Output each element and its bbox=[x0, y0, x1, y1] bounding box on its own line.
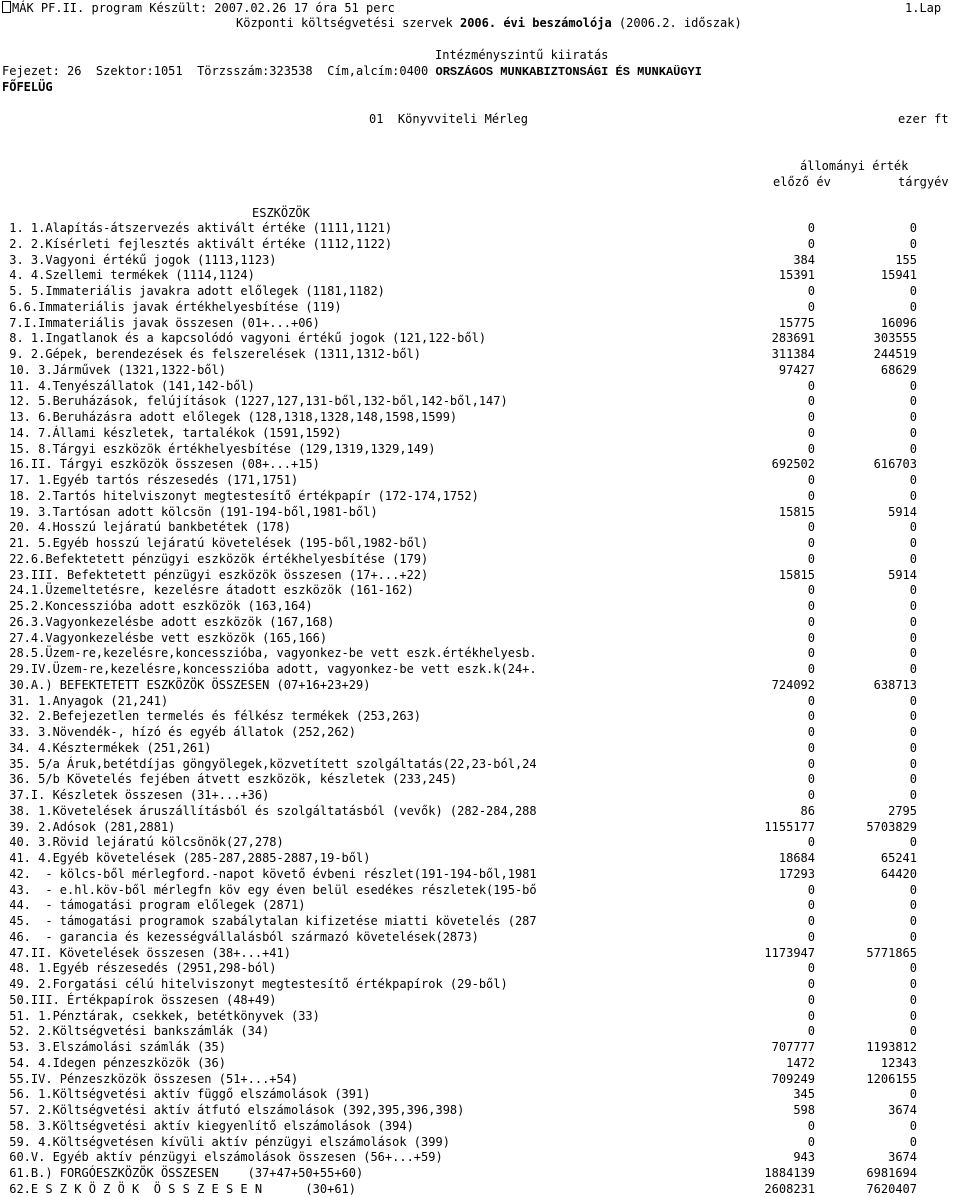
column-group-header: állományi érték bbox=[800, 159, 909, 173]
row-label: 17. 1.Egyéb tartós részesedés (171,1751) bbox=[2, 473, 299, 487]
table-row bbox=[0, 725, 960, 741]
prev-year-value: 0 bbox=[807, 488, 815, 503]
row-label: 2. 2.Kísérleti fejlesztés aktivált értéke (1112,1122) bbox=[2, 236, 393, 251]
current-year-value: 0 bbox=[909, 520, 917, 535]
table-row bbox=[0, 883, 960, 899]
row-label: 19. 3.Tartósan adott kölcsön (191-194-ből,1981-ből) bbox=[2, 504, 378, 519]
current-year-value: 0 bbox=[909, 488, 917, 503]
current-year-value: 1193812 bbox=[866, 1040, 917, 1054]
prev-year-value: 0 bbox=[807, 614, 815, 629]
prev-year-value: 97427 bbox=[778, 362, 815, 377]
table-row bbox=[0, 1056, 960, 1072]
current-year-value: 0 bbox=[909, 646, 917, 661]
table-row bbox=[0, 599, 960, 615]
row-label: 41. 4.Egyéb követelések (285-287,2885-2887,19-ből) bbox=[2, 851, 371, 865]
table-row bbox=[0, 631, 960, 647]
table-row bbox=[0, 694, 960, 710]
row-label: 40. 3.Rövid lejáratú kölcsönök(27,278) bbox=[2, 835, 284, 850]
row-label: 55.IV. Pénzeszközök összesen (51+...+54) bbox=[2, 1071, 299, 1086]
prev-year-value: 709249 bbox=[771, 1071, 815, 1086]
prev-year-value: 0 bbox=[807, 425, 815, 440]
prev-year-value: 1173947 bbox=[764, 945, 815, 960]
report-name: 01 Könyvviteli Mérleg bbox=[369, 112, 528, 126]
row-label: 4. 4.Szellemi termékek (1114,1124) bbox=[2, 268, 255, 283]
row-label: 22.6.Befektetett pénzügyi eszközök értékhelyesbítése (179) bbox=[2, 551, 429, 566]
current-year-value: 0 bbox=[909, 709, 917, 724]
row-label: 29.IV.Üzem-re,kezelésre,koncesszióba adott, vagyonkez-be vett eszk.k(24+. bbox=[2, 662, 537, 676]
row-label: 26.3.Vagyonkezelésbe adott eszközök (167,168) bbox=[2, 614, 335, 629]
prev-year-value: 0 bbox=[807, 961, 815, 976]
prev-year-value: 15815 bbox=[778, 504, 815, 519]
current-year-value: 0 bbox=[909, 394, 917, 409]
row-label: 21. 5.Egyéb hosszú lejáratú követelések (195-ből,1982-ből) bbox=[2, 536, 429, 550]
current-year-value: 0 bbox=[909, 772, 917, 787]
table-row bbox=[0, 379, 960, 395]
current-year-value: 64420 bbox=[880, 866, 917, 881]
prev-year-value: 0 bbox=[807, 473, 815, 487]
current-year-value: 0 bbox=[909, 551, 917, 566]
current-year-value: 0 bbox=[909, 299, 917, 314]
kiiratas-label: Intézményszintű kiiratás bbox=[435, 48, 609, 62]
table-row bbox=[0, 946, 960, 962]
current-year-value: 0 bbox=[909, 236, 917, 251]
row-label: 37.I. Készletek összesen (31+...+36) bbox=[2, 788, 270, 802]
program-line bbox=[2, 1, 395, 17]
current-year-value: 616703 bbox=[873, 457, 917, 472]
prev-year-value: 0 bbox=[807, 1024, 815, 1039]
current-year-value: 0 bbox=[909, 441, 917, 456]
table-row bbox=[0, 237, 960, 253]
prev-year-value: 707777 bbox=[771, 1040, 815, 1054]
current-year-value: 0 bbox=[909, 583, 917, 598]
section-title: ESZKÖZÖK bbox=[252, 206, 310, 220]
org-name-cont: FŐFELÜG bbox=[2, 80, 53, 94]
row-label: 1. 1.Alapítás-átszervezés aktivált értéke (1111,1121) bbox=[2, 221, 393, 235]
prev-year-value: 0 bbox=[807, 284, 815, 298]
current-year-value: 0 bbox=[909, 992, 917, 1007]
table-row bbox=[0, 993, 960, 1009]
current-year-value: 0 bbox=[909, 1118, 917, 1133]
current-year-value: 0 bbox=[909, 630, 917, 645]
page-number: 1.Lap bbox=[905, 1, 942, 15]
row-label: 7.I.Immateriális javak összesen (01+...+06) bbox=[2, 315, 320, 330]
prev-year-value: 15391 bbox=[778, 268, 815, 283]
current-year-value: 6981694 bbox=[866, 1166, 917, 1180]
current-year-value: 65241 bbox=[880, 851, 917, 865]
current-year-value: 12343 bbox=[880, 1055, 917, 1070]
current-year-value: 3674 bbox=[888, 1150, 917, 1165]
table-row bbox=[0, 977, 960, 993]
current-year-value: 0 bbox=[909, 961, 917, 976]
current-year-value: 2795 bbox=[888, 803, 917, 818]
prev-year-value: 724092 bbox=[771, 677, 815, 692]
row-label: 51. 1.Pénztárak, csekkek, betétkönyvek (33) bbox=[2, 1008, 320, 1023]
report-title: Központi költségvetési szervek 2006. évi beszámolója (2006.2. időszak) bbox=[236, 16, 742, 30]
current-year-value: 0 bbox=[909, 221, 917, 235]
prev-year-value: 598 bbox=[793, 1103, 815, 1117]
current-year-value: 0 bbox=[909, 662, 917, 676]
box-icon bbox=[2, 1, 11, 13]
prev-year-value: 0 bbox=[807, 898, 815, 913]
prev-year-value: 311384 bbox=[771, 347, 815, 361]
current-year-value: 0 bbox=[909, 929, 917, 944]
fejezet-line: Fejezet: 26 Szektor:1051 Törzsszám:323538 Cím,alcím:0400 ORSZÁGOS MUNKABIZTONSÁGI ÉS MUNKAÜGYI bbox=[2, 64, 702, 79]
row-label: 52. 2.Költségvetési bankszámlák (34) bbox=[2, 1024, 270, 1039]
current-year-value: 1206155 bbox=[866, 1071, 917, 1086]
current-year-value: 0 bbox=[909, 614, 917, 629]
prev-year-value: 943 bbox=[793, 1150, 815, 1165]
prev-year-value: 0 bbox=[807, 236, 815, 251]
row-label: 20. 4.Hosszú lejáratú bankbetétek (178) bbox=[2, 520, 291, 535]
prev-year-value: 86 bbox=[800, 803, 815, 818]
row-label: 57. 2.Költségvetési aktív átfutó elszámolások (392,395,396,398) bbox=[2, 1103, 465, 1117]
current-year-value: 0 bbox=[909, 882, 917, 897]
table-row bbox=[0, 662, 960, 678]
prev-year-value: 0 bbox=[807, 693, 815, 708]
current-year-value: 0 bbox=[909, 835, 917, 850]
prev-year-value: 18684 bbox=[778, 851, 815, 865]
current-year-value: 638713 bbox=[873, 677, 917, 692]
row-label: 15. 8.Tárgyi eszközök értékhelyesbítése (129,1319,1329,149) bbox=[2, 441, 436, 456]
current-year-value: 5703829 bbox=[866, 819, 917, 834]
row-label: 31. 1.Anyagok (21,241) bbox=[2, 693, 169, 708]
prev-year-value: 15775 bbox=[778, 315, 815, 330]
prev-year-value: 0 bbox=[807, 1118, 815, 1133]
prev-year-value: 0 bbox=[807, 772, 815, 787]
table-row bbox=[0, 442, 960, 458]
row-label: 16.II. Tárgyi eszközök összesen (08+...+15) bbox=[2, 457, 320, 472]
table-row bbox=[0, 898, 960, 914]
table-row bbox=[0, 914, 960, 930]
row-label: 11. 4.Tenyészállatok (141,142-ből) bbox=[2, 378, 255, 393]
table-row bbox=[0, 316, 960, 332]
current-year-value: 3674 bbox=[888, 1103, 917, 1117]
row-label: 32. 2.Befejezetlen termelés és félkész termékek (253,263) bbox=[2, 709, 422, 724]
prev-year-value: 0 bbox=[807, 646, 815, 661]
row-label: 14. 7.Állami készletek, tartalékok (1591,1592) bbox=[2, 425, 342, 440]
table-row bbox=[0, 1024, 960, 1040]
table-row bbox=[0, 1119, 960, 1135]
row-label: 25.2.Koncesszióba adott eszközök (163,164) bbox=[2, 599, 313, 613]
table-row bbox=[0, 772, 960, 788]
table-row bbox=[0, 473, 960, 489]
table-row bbox=[0, 568, 960, 584]
prev-year-value: 0 bbox=[807, 1008, 815, 1023]
program-info: MÁK PF.II. program Készült: 2007.02.26 17 óra 51 perc bbox=[12, 1, 395, 15]
row-label: 62.E S Z K Ö Z Ö K Ö S S Z E S E N (30+61) bbox=[2, 1181, 357, 1196]
table-row bbox=[0, 615, 960, 631]
table-row bbox=[0, 331, 960, 347]
table-row bbox=[0, 930, 960, 946]
prev-year-value: 0 bbox=[807, 299, 815, 314]
prev-year-value: 0 bbox=[807, 1134, 815, 1149]
prev-year-value: 0 bbox=[807, 394, 815, 409]
prev-year-value: 0 bbox=[807, 536, 815, 550]
table-row bbox=[0, 268, 960, 284]
current-year-value: 5771865 bbox=[866, 945, 917, 960]
prev-year-value: 0 bbox=[807, 599, 815, 613]
table-row bbox=[0, 536, 960, 552]
prev-year-value: 0 bbox=[807, 914, 815, 928]
table-row bbox=[0, 583, 960, 599]
row-label: 13. 6.Beruházásra adott előlegek (128,1318,1328,148,1598,1599) bbox=[2, 410, 458, 424]
current-year-value: 0 bbox=[909, 898, 917, 913]
table-row bbox=[0, 804, 960, 820]
table-row bbox=[0, 520, 960, 536]
table-row bbox=[0, 867, 960, 883]
table-row bbox=[0, 457, 960, 473]
prev-year-value: 0 bbox=[807, 551, 815, 566]
prev-year-value: 0 bbox=[807, 520, 815, 535]
prev-year-value: 1472 bbox=[786, 1055, 815, 1070]
row-label: 46. - garancia és kezességvállalásból származó követelések(2873) bbox=[2, 929, 479, 944]
row-label: 5. 5.Immateriális javakra adott előlegek (1181,1182) bbox=[2, 284, 385, 298]
table-row bbox=[0, 1087, 960, 1103]
row-label: 35. 5/a Áruk,betétdíjas göngyölegek,közvetített szolgáltatás(22,23-ból,24 bbox=[2, 756, 537, 771]
prev-year-value: 0 bbox=[807, 882, 815, 897]
row-label: 47.II. Követelések összesen (38+...+41) bbox=[2, 945, 291, 960]
row-label: 44. - támogatási program előlegek (2871) bbox=[2, 898, 306, 913]
row-label: 39. 2.Adósok (281,2881) bbox=[2, 819, 176, 834]
column-prev-year: előző év bbox=[773, 175, 831, 189]
prev-year-value: 0 bbox=[807, 410, 815, 424]
prev-year-value: 0 bbox=[807, 929, 815, 944]
row-label: 24.1.Üzemeltetésre, kezelésre átadott eszközök (161-162) bbox=[2, 583, 414, 598]
current-year-value: 0 bbox=[909, 1008, 917, 1023]
prev-year-value: 0 bbox=[807, 756, 815, 771]
column-current-year: tárgyév bbox=[898, 175, 949, 189]
row-label: 60.V. Egyéb aktív pénzügyi elszámolások összesen (56+...+59) bbox=[2, 1150, 443, 1165]
prev-year-value: 692502 bbox=[771, 457, 815, 472]
current-year-value: 0 bbox=[909, 536, 917, 550]
row-label: 38. 1.Követelések áruszállításból és szolgáltatásból (vevők) (282-284,288 bbox=[2, 803, 537, 818]
table-row bbox=[0, 347, 960, 363]
current-year-value: 0 bbox=[909, 977, 917, 991]
current-year-value: 0 bbox=[909, 725, 917, 739]
prev-year-value: 0 bbox=[807, 583, 815, 598]
current-year-value: 5914 bbox=[888, 504, 917, 519]
current-year-value: 0 bbox=[909, 788, 917, 802]
current-year-value: 0 bbox=[909, 425, 917, 440]
row-label: 43. - e.hl.köv-ből mérlegfn köv egy éven belül esedékes részletek(195-bő bbox=[2, 882, 537, 897]
prev-year-value: 283691 bbox=[771, 331, 815, 346]
prev-year-value: 0 bbox=[807, 835, 815, 850]
row-label: 6.6.Immateriális javak értékhelyesbítése (119) bbox=[2, 299, 342, 314]
table-row bbox=[0, 1040, 960, 1056]
current-year-value: 0 bbox=[909, 284, 917, 298]
row-label: 30.A.) BEFEKTETETT ESZKÖZÖK ÖSSZESEN (07+16+23+29) bbox=[2, 677, 371, 692]
current-year-value: 0 bbox=[909, 1087, 917, 1102]
table-row bbox=[0, 851, 960, 867]
row-label: 27.4.Vagyonkezelésbe vett eszközök (165,166) bbox=[2, 630, 328, 645]
row-label: 9. 2.Gépek, berendezések és felszerelések (1311,1312-ből) bbox=[2, 347, 422, 361]
table-row bbox=[0, 961, 960, 977]
prev-year-value: 384 bbox=[793, 252, 815, 267]
prev-year-value: 0 bbox=[807, 221, 815, 235]
prev-year-value: 345 bbox=[793, 1087, 815, 1102]
prev-year-value: 17293 bbox=[778, 866, 815, 881]
table-row bbox=[0, 1166, 960, 1182]
prev-year-value: 0 bbox=[807, 788, 815, 802]
table-row bbox=[0, 1135, 960, 1151]
table-row bbox=[0, 757, 960, 773]
table-row bbox=[0, 1150, 960, 1166]
current-year-value: 303555 bbox=[873, 331, 917, 346]
current-year-value: 244519 bbox=[873, 347, 917, 361]
prev-year-value: 1155177 bbox=[764, 819, 815, 834]
prev-year-value: 0 bbox=[807, 709, 815, 724]
row-label: 53. 3.Elszámolási számlák (35) bbox=[2, 1040, 226, 1054]
row-label: 12. 5.Beruházások, felújítások (1227,127,131-ből,132-ből,142-ből,147) bbox=[2, 394, 508, 409]
prev-year-value: 0 bbox=[807, 992, 815, 1007]
table-row bbox=[0, 253, 960, 269]
table-row bbox=[0, 835, 960, 851]
current-year-value: 0 bbox=[909, 1134, 917, 1149]
row-label: 23.III. Befektetett pénzügyi eszközök összesen (17+...+22) bbox=[2, 567, 429, 582]
row-label: 59. 4.Költségvetésen kívüli aktív pénzügyi elszámolások (399) bbox=[2, 1134, 450, 1149]
prev-year-value: 2608231 bbox=[764, 1181, 815, 1196]
row-label: 8. 1.Ingatlanok és a kapcsolódó vagyoni értékű jogok (121,122-ből) bbox=[2, 331, 487, 346]
row-label: 42. - kölcs-ből mérlegford.-napot követő évbeni részlet(191-194-ből,1981 bbox=[2, 866, 537, 881]
current-year-value: 0 bbox=[909, 693, 917, 708]
table-row bbox=[0, 678, 960, 694]
row-label: 28.5.Üzem-re,kezelésre,koncesszióba, vagyonkez-be vett eszk.értékhelyesb. bbox=[2, 646, 537, 661]
table-row bbox=[0, 1182, 960, 1197]
prev-year-value: 15815 bbox=[778, 567, 815, 582]
row-label: 58. 3.Költségvetési aktív kiegyenlítő elszámolások (394) bbox=[2, 1118, 414, 1133]
prev-year-value: 0 bbox=[807, 725, 815, 739]
current-year-value: 0 bbox=[909, 378, 917, 393]
table-row bbox=[0, 489, 960, 505]
table-row bbox=[0, 820, 960, 836]
row-label: 18. 2.Tartós hitelviszonyt megtestesítő értékpapír (172-174,1752) bbox=[2, 488, 479, 503]
row-label: 49. 2.Forgatási célú hitelviszonyt megtestesítő értékpapírok (29-ből) bbox=[2, 977, 508, 991]
row-label: 54. 4.Idegen pénzeszközök (36) bbox=[2, 1055, 226, 1070]
current-year-value: 0 bbox=[909, 756, 917, 771]
table-row bbox=[0, 552, 960, 568]
current-year-value: 0 bbox=[909, 410, 917, 424]
prev-year-value: 0 bbox=[807, 977, 815, 991]
current-year-value: 5914 bbox=[888, 567, 917, 582]
row-label: 33. 3.Növendék-, hízó és egyéb állatok (252,262) bbox=[2, 725, 357, 739]
table-row bbox=[0, 505, 960, 521]
table-row bbox=[0, 1103, 960, 1119]
table-row bbox=[0, 410, 960, 426]
table-row bbox=[0, 1009, 960, 1025]
row-label: 36. 5/b Követelés fejében átvett eszközök, készletek (233,245) bbox=[2, 772, 458, 787]
unit-label: ezer ft bbox=[898, 112, 949, 126]
table-row bbox=[0, 741, 960, 757]
row-label: 61.B.) FORGÓESZKÖZÖK ÖSSZESEN (37+47+50+55+60) bbox=[2, 1166, 364, 1180]
current-year-value: 16096 bbox=[880, 315, 917, 330]
current-year-value: 15941 bbox=[880, 268, 917, 283]
current-year-value: 0 bbox=[909, 740, 917, 755]
row-label: 10. 3.Járművek (1321,1322-ből) bbox=[2, 362, 226, 377]
table-row bbox=[0, 221, 960, 237]
table-row bbox=[0, 363, 960, 379]
prev-year-value: 1884139 bbox=[764, 1166, 815, 1180]
prev-year-value: 0 bbox=[807, 740, 815, 755]
current-year-value: 7620407 bbox=[866, 1181, 917, 1196]
prev-year-value: 0 bbox=[807, 630, 815, 645]
prev-year-value: 0 bbox=[807, 378, 815, 393]
current-year-value: 68629 bbox=[880, 362, 917, 377]
row-label: 56. 1.Költségvetési aktív függő elszámolások (391) bbox=[2, 1087, 371, 1102]
current-year-value: 0 bbox=[909, 1024, 917, 1039]
table-row bbox=[0, 300, 960, 316]
table-row bbox=[0, 394, 960, 410]
row-label: 34. 4.Késztermékek (251,261) bbox=[2, 740, 212, 755]
table-row bbox=[0, 1072, 960, 1088]
prev-year-value: 0 bbox=[807, 662, 815, 676]
current-year-value: 0 bbox=[909, 473, 917, 487]
table-row bbox=[0, 284, 960, 300]
table-row bbox=[0, 646, 960, 662]
table-row bbox=[0, 426, 960, 442]
table-row bbox=[0, 788, 960, 804]
table-row bbox=[0, 709, 960, 725]
current-year-value: 0 bbox=[909, 599, 917, 613]
row-label: 48. 1.Egyéb részesedés (2951,298-ból) bbox=[2, 961, 277, 976]
row-label: 50.III. Értékpapírok összesen (48+49) bbox=[2, 992, 277, 1007]
current-year-value: 155 bbox=[895, 252, 917, 267]
row-label: 45. - támogatási programok szabálytalan kifizetése miatti követelés (287 bbox=[2, 914, 537, 928]
row-label: 3. 3.Vagyoni értékű jogok (1113,1123) bbox=[2, 252, 277, 267]
current-year-value: 0 bbox=[909, 914, 917, 928]
prev-year-value: 0 bbox=[807, 441, 815, 456]
